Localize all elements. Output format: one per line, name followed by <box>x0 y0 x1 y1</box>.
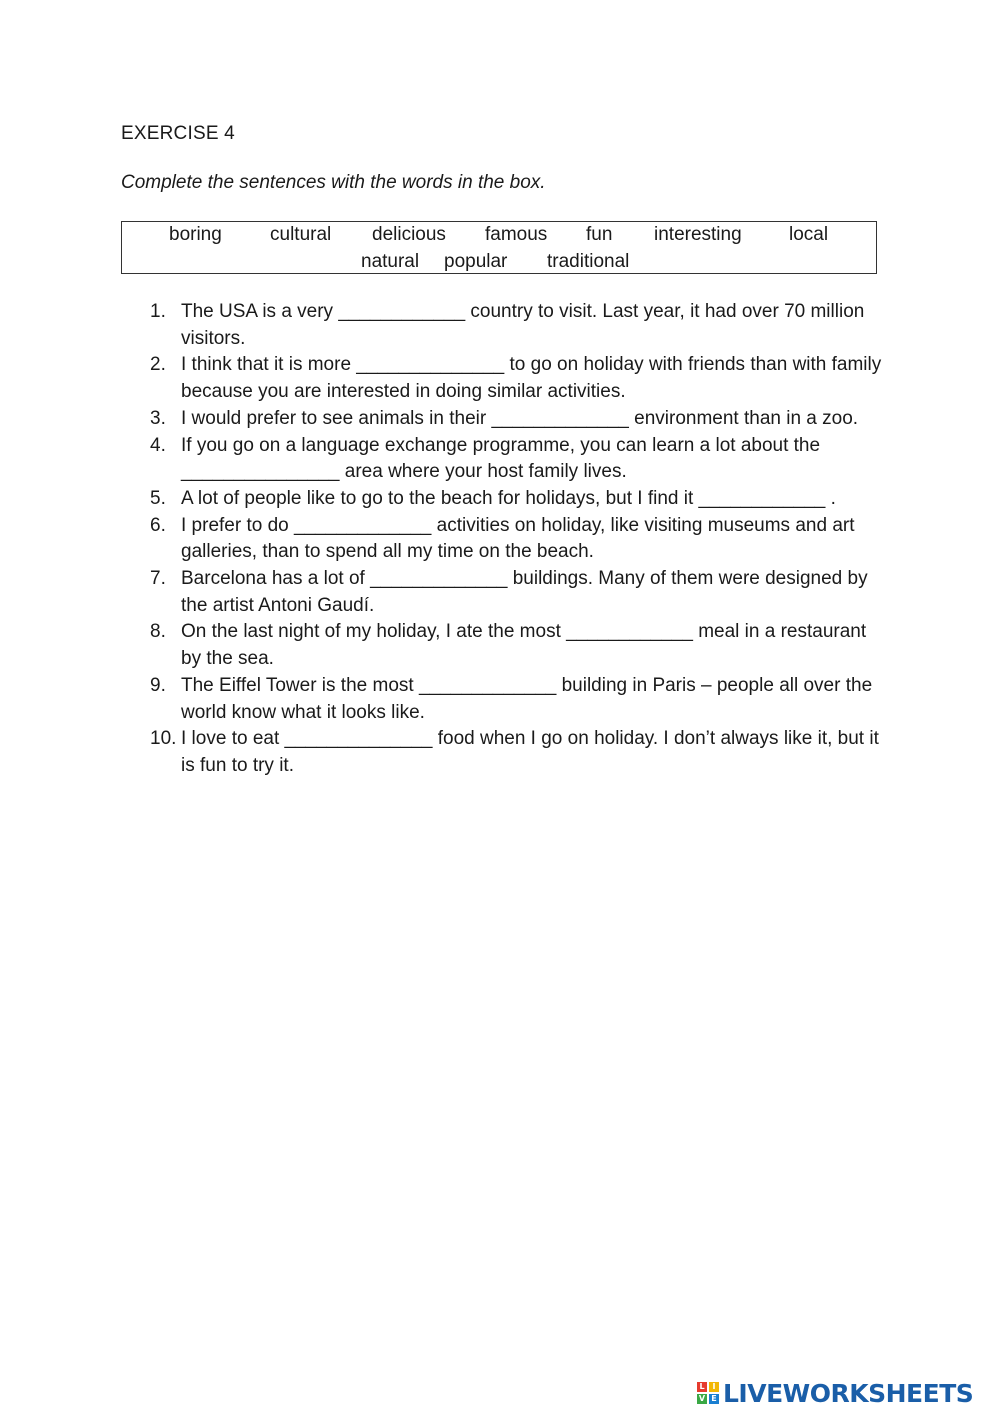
exercise-instruction: Complete the sentences with the words in the box. <box>121 172 546 193</box>
question-number: 8. <box>150 621 166 643</box>
question-number: 6. <box>150 514 166 536</box>
question-item <box>150 352 885 405</box>
question-text: I love to eat ______________ food when I go on holiday. I don’t always like it, but it is fun to try it. <box>181 728 879 776</box>
question-item <box>150 433 885 486</box>
question-item <box>150 513 885 566</box>
question-text: I prefer to do _____________ activities on holiday, like visiting museums and art galleries, than to spend all my time on the beach. <box>181 514 855 563</box>
word-fun: fun <box>586 224 613 245</box>
question-item <box>150 486 885 513</box>
question-number: 2. <box>150 354 166 376</box>
logo-letter-v: V <box>698 1394 706 1403</box>
logo-letter-i: I <box>709 1382 719 1392</box>
question-text: I would prefer to see animals in their _____________ environment than in a zoo. <box>181 407 859 429</box>
word-delicious: delicious <box>372 224 446 245</box>
word-box <box>121 221 877 274</box>
word-famous: famous <box>485 224 548 245</box>
question-text: I think that it is more ______________ to go on holiday with friends than with family because you are interested in doing similar activities. <box>181 354 882 403</box>
question-number: 5. <box>150 487 166 509</box>
liveworksheets-logo[interactable] <box>697 1377 973 1409</box>
word-boring: boring <box>169 224 222 245</box>
question-number: 7. <box>150 568 166 590</box>
question-item <box>150 726 885 779</box>
question-number: 4. <box>150 434 166 456</box>
question-text: A lot of people like to go to the beach for holidays, but I find it ____________ . <box>181 487 836 509</box>
question-item <box>150 673 885 726</box>
word-local: local <box>789 224 829 245</box>
liveworksheets-logo-icon <box>697 1382 719 1404</box>
logo-letter-l: L <box>697 1382 707 1392</box>
question-list <box>150 299 885 780</box>
question-text: If you go on a language exchange programme, you can learn a lot about the _______________ area where your host family lives. <box>181 434 821 483</box>
question-text: On the last night of my holiday, I ate the most ____________ meal in a restaurant by the sea. <box>181 621 867 670</box>
question-number: 9. <box>150 674 166 696</box>
question-text: The Eiffel Tower is the most _____________ building in Paris – people all over the world know what it looks like. <box>181 674 873 723</box>
question-text: Barcelona has a lot of _____________ buildings. Many of them were designed by the artist Antoni Gaudí. <box>181 568 868 616</box>
question-item <box>150 566 885 619</box>
word-cultural: cultural <box>270 224 332 245</box>
logo-letter-e: E <box>709 1394 719 1404</box>
word-natural: natural <box>361 251 420 272</box>
question-item <box>150 406 885 433</box>
liveworksheets-logo-text: LIVEWORKSHEETS <box>723 1378 974 1408</box>
question-item <box>150 299 885 352</box>
word-traditional: traditional <box>547 251 630 272</box>
question-number: 1. <box>150 301 166 322</box>
question-number: 10. <box>150 728 177 750</box>
word-popular: popular <box>444 251 508 272</box>
question-number: 3. <box>150 407 166 429</box>
word-interesting: interesting <box>654 224 742 245</box>
question-text: The USA is a very ____________ country to visit. Last year, it had over 70 million visitors. <box>181 301 865 349</box>
exercise-title: EXERCISE 4 <box>121 123 235 144</box>
question-item <box>150 619 885 672</box>
